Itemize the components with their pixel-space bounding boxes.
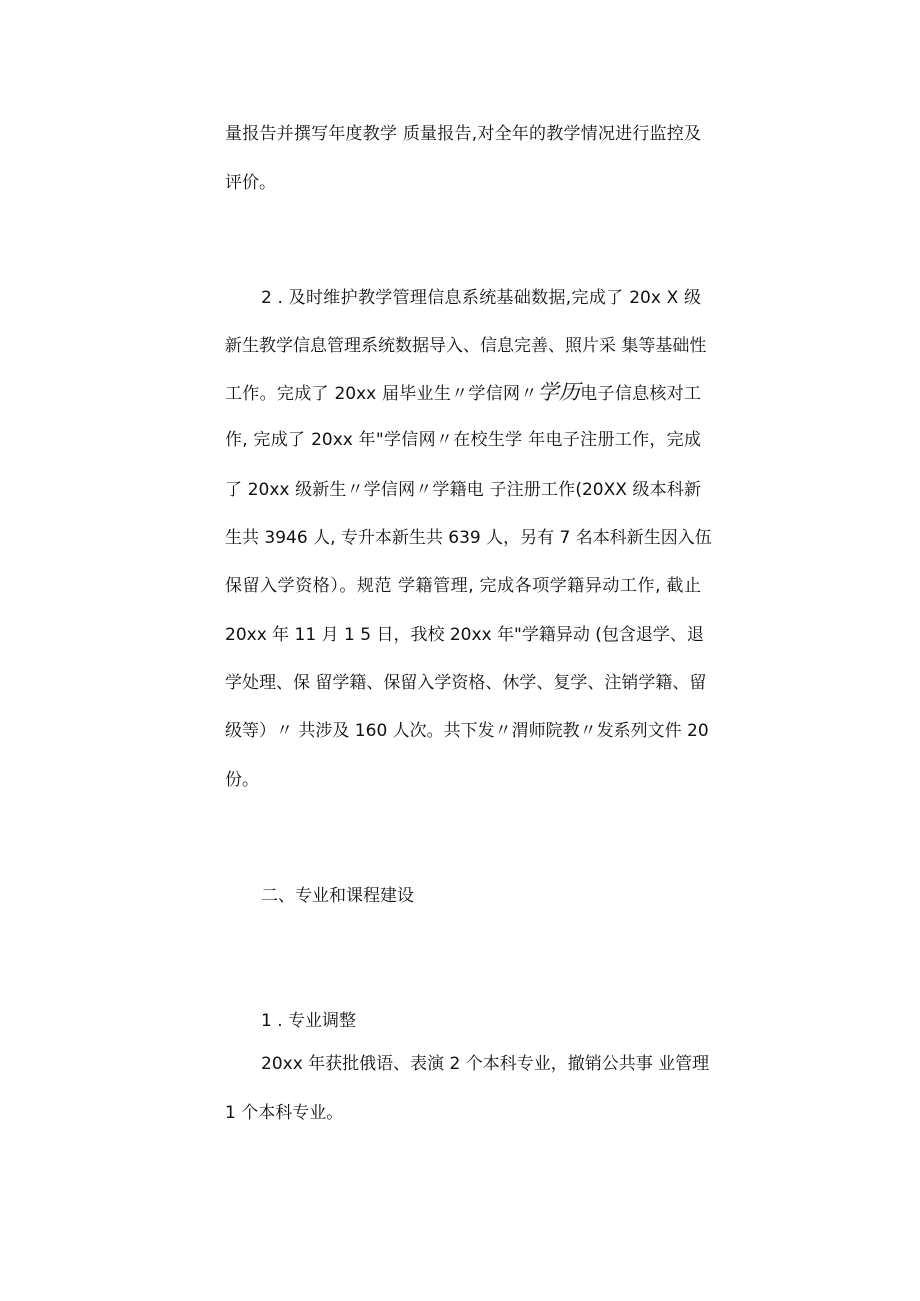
paragraph-line [225, 380, 701, 406]
paragraph-line: 20xx 年 11 月 1 5 日，我校 20xx 年"学籍异动 (包含退学、退 [225, 625, 704, 645]
paragraph-line: 1 个本科专业。 [225, 1103, 344, 1123]
paragraph-line: 级等）〃 共涉及 160 人次。共下发〃渭师院教〃发系列文件 20 [225, 721, 709, 741]
paragraph-line: 份。 [225, 770, 259, 790]
paragraph-line: 20xx 年获批俄语、表演 2 个本科专业，撤销公共事 业管理 [261, 1054, 710, 1074]
paragraph-line: 量报告并撰写年度教学 质量报告,对全年的教学情况进行监控及 [225, 124, 701, 144]
paragraph-line: 新生教学信息管理系统数据导入、信息完善、照片采 集等基础性 [225, 336, 707, 356]
paragraph-line: 了 20xx 级新生〃学信网〃学籍电 子注册工作(20XX 级本科新 [225, 480, 701, 500]
paragraph-line: 2 . 及时维护教学管理信息系统基础数据,完成了 20x X 级 [261, 288, 701, 308]
text-span: 电子信息核对工 [580, 384, 702, 404]
paragraph-line: 学处理、保 留学籍、保留入学资格、休学、复学、注销学籍、留 [225, 673, 707, 693]
paragraph-line: 评价。 [225, 173, 276, 193]
section-heading: 二、专业和课程建设 [261, 886, 414, 906]
paragraph-line: 作, 完成了 20xx 年"学信网〃在校生学 年电子注册工作，完成 [225, 430, 701, 450]
paragraph-line: 生共 3946 人, 专升本新生共 639 人，另有 7 名本科新生因入伍 [225, 528, 712, 548]
script-text: 学历 [537, 380, 581, 404]
paragraph-line: 保留入学资格）。规范 学籍管理, 完成各项学籍异动工作, 截止 [225, 576, 701, 596]
text-span: 工作。完成了 20xx 届毕业生〃学信网〃 [225, 384, 538, 404]
subheading: 1 . 专业调整 [261, 1011, 357, 1031]
